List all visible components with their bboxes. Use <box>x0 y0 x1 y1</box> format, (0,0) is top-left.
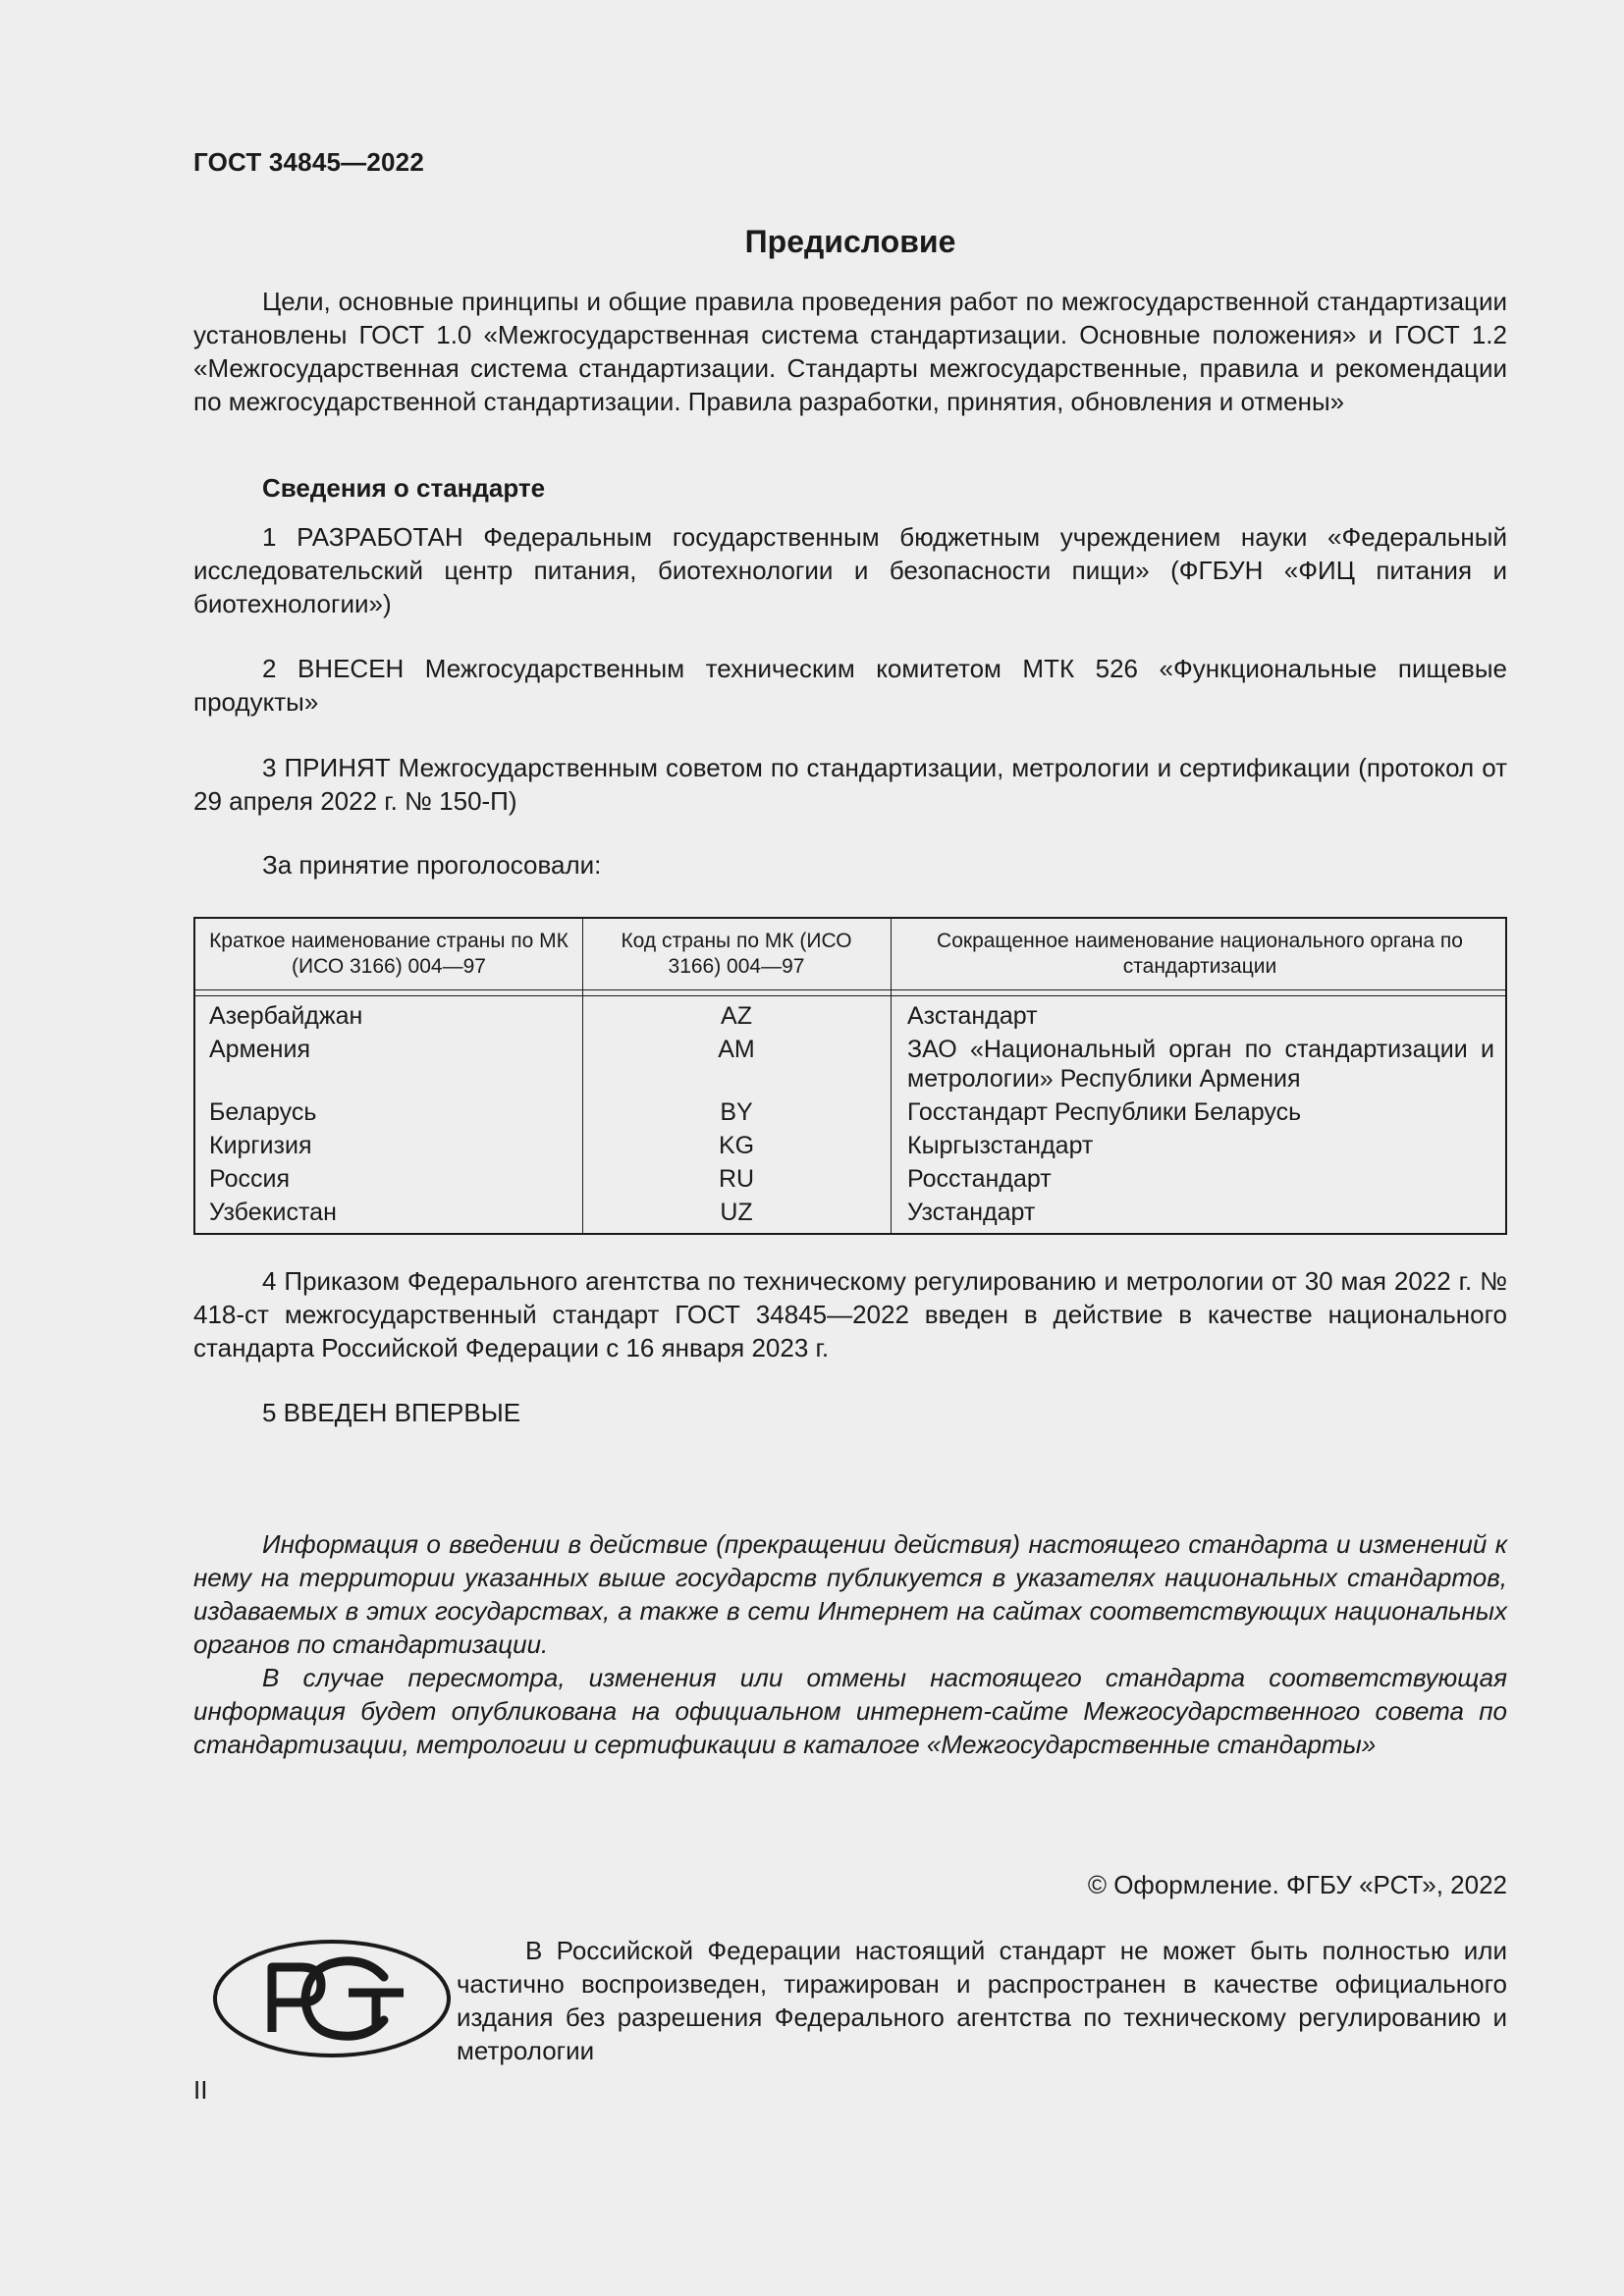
intro-paragraph: Цели, основные принципы и общие правила проведения работ по межгосударственной стандартизации установлены ГОСТ 1.0 «Межгосударственная система стандартизации. Основные положения» и ГОСТ 1.2 «Межгосударственная система стандартизации. Стандарты межгосударственные, правила и рекомендации по межгосударственной стандартизации. Правила разработки, принятия, обновления и отмены» <box>193 287 1507 416</box>
table-divider <box>891 919 892 1233</box>
table-cell-org: Узстандарт <box>907 1199 1036 1226</box>
table-divider <box>195 989 1505 990</box>
table-cell-code: AM <box>718 1036 755 1063</box>
page-title: Предисловие <box>744 224 956 259</box>
table-cell-code: KG <box>718 1132 755 1159</box>
item-developed: 1 РАЗРАБОТАН Федеральным государственным бюджетным учреждением науки «Федеральный исследовательский центр питания, биотехнологии и безопасности пищи» (ФГБУН «ФИЦ питания и биотехнологии») <box>193 522 1507 618</box>
table-cell-country: Киргизия <box>209 1132 312 1159</box>
table-cell-code: RU <box>718 1165 755 1193</box>
table-divider <box>195 995 1505 996</box>
standard-code: ГОСТ 34845—2022 <box>193 147 424 177</box>
table-cell-org: Госстандарт Республики Беларусь <box>907 1098 1302 1126</box>
table-cell-code: UZ <box>720 1199 753 1226</box>
table-cell-code: AZ <box>721 1002 752 1030</box>
copyright-notice: В Российской Федерации настоящий стандарт не может быть полностью или частично воспроизведен, тиражирован и распространен в качестве официального издания без разрешения Федерального агентства по техническому регулированию и метрологии <box>457 1936 1507 2065</box>
table-cell-code: BY <box>720 1098 753 1126</box>
table-header-code: Код страны по МК (ИСО 3166) 004—97 <box>621 930 852 978</box>
rst-logo-icon <box>211 1938 453 2059</box>
table-header-country: Краткое наименование страны по МК (ИСО 3166) 004—97 <box>209 930 568 978</box>
info-paragraph: В случае пересмотра, изменения или отмены настоящего стандарта соответствующая информация будет опубликована на официальном интернет-сайте Межгосударственного совета по стандартизации, метрологии и сертификации в каталоге «Межгосударственные стандарты» <box>193 1663 1507 1759</box>
table-cell-org: Кыргызстандарт <box>907 1132 1094 1159</box>
document-page <box>193 0 1507 2296</box>
voting-table <box>193 917 1507 1235</box>
copyright-line: © Оформление. ФГБУ «РСТ», 2022 <box>1087 1870 1507 1899</box>
table-cell-country: Азербайджан <box>209 1002 363 1030</box>
table-cell-country: Армения <box>209 1036 310 1063</box>
table-cell-country: Узбекистан <box>209 1199 337 1226</box>
table-cell-country: Россия <box>209 1165 290 1193</box>
item-submitted: 2 ВНЕСЕН Межгосударственным техническим комитетом МТК 526 «Функциональные пищевые продукты» <box>193 654 1507 717</box>
table-cell-org: Азстандарт <box>907 1002 1038 1030</box>
item-order: 4 Приказом Федерального агентства по техническому регулированию и метрологии от 30 мая 2022 г. № 418-ст межгосударственный стандарт ГОСТ 34845—2022 введен в действие в качестве национального стандарта Российской Федерации с 16 января 2023 г. <box>193 1266 1507 1362</box>
info-paragraph: Информация о введении в действие (прекращении действия) настоящего стандарта и изменений к нему на территории указанных выше государств публикуется в указателях национальных стандартов, издаваемых в этих государствах, а также в сети Интернет на сайтах соответствующих национальных органов по стандартизации. <box>193 1529 1507 1659</box>
item-adopted: 3 ПРИНЯТ Межгосударственным советом по стандартизации, метрологии и сертификации (протокол от 29 апреля 2022 г. № 150-П) <box>193 753 1507 816</box>
vote-label: За принятие проголосовали: <box>262 850 602 880</box>
page-number: II <box>193 2075 208 2105</box>
table-cell-country: Беларусь <box>209 1098 317 1126</box>
table-header-org: Сокращенное наименование национального органа по стандартизации <box>937 930 1463 978</box>
table-cell-org: ЗАО «Национальный орган по стандартизации и метрологии» Республики Армения <box>907 1036 1494 1093</box>
section-subtitle: Сведения о стандарте <box>262 473 546 503</box>
item-first-introduced: 5 ВВЕДЕН ВПЕРВЫЕ <box>262 1398 521 1427</box>
table-cell-org: Росстандарт <box>907 1165 1052 1193</box>
